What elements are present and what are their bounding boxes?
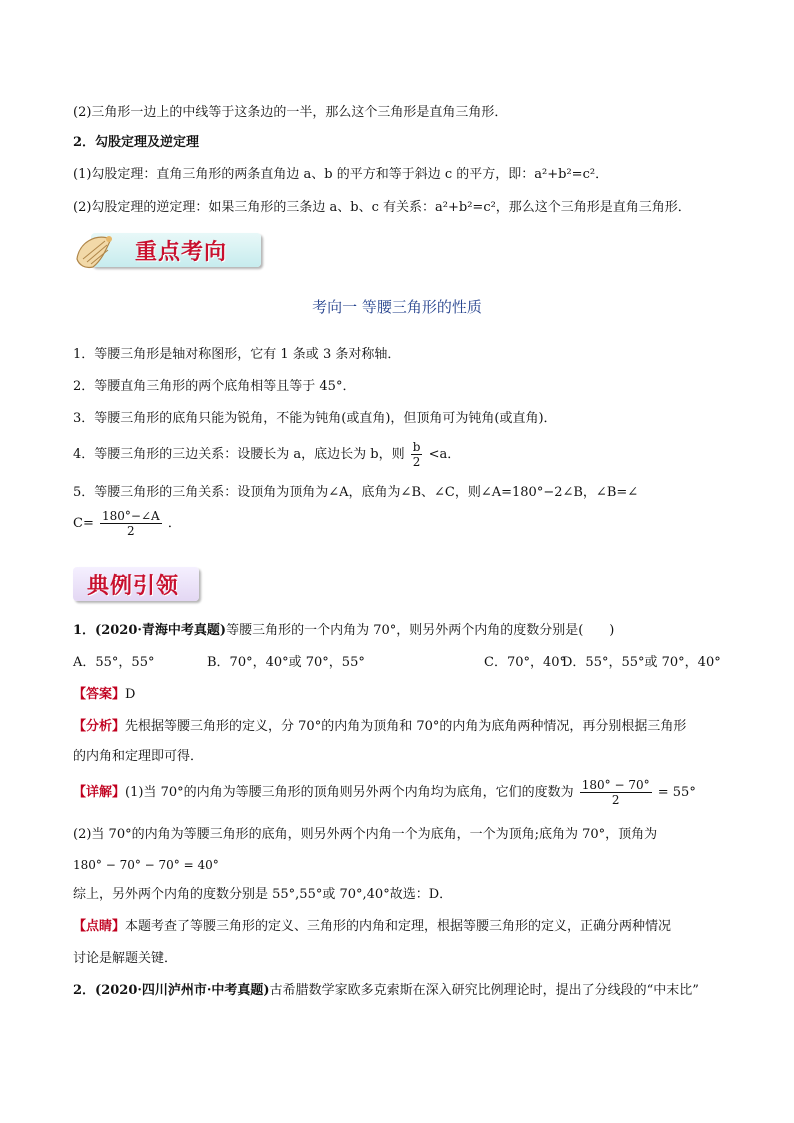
answer-value: D xyxy=(125,687,136,702)
property-4-tail: <a． xyxy=(428,447,461,462)
detail-label: 【详解】 xyxy=(73,785,126,800)
analysis-label: 【分析】 xyxy=(73,719,126,734)
question-text: 等腰三角形的一个内角为 70°，则另外两个内角的度数分别是( ) xyxy=(226,623,615,638)
intro-line-1: (2)三角形一边上的中线等于这条边的一半，那么这个三角形是直角三角形． xyxy=(73,105,508,120)
question-source: (2020·青海中考真题) xyxy=(95,623,227,638)
answer-line xyxy=(73,686,135,704)
comment-label: 【点睛】 xyxy=(73,919,126,934)
property-1: 1．等腰三角形是轴对称图形，它有 1 条或 3 条对称轴． xyxy=(73,347,401,362)
fraction-numerator: 180° − 70° xyxy=(581,778,650,792)
property-5: 5．等腰三角形的三角关系：设顶角为顶角为∠A，底角为∠B、∠C，则∠A=180°−2∠B，∠B=∠ xyxy=(73,485,639,500)
topic-heading: 考向一 等腰三角形的性质 xyxy=(312,298,482,316)
question-1-stem xyxy=(73,622,614,640)
question-source: (2020·四川泸州市·中考真题) xyxy=(95,983,270,998)
detail-result: = 55° xyxy=(657,785,696,800)
option-b: B．70°，40°或 70°，55° xyxy=(207,655,365,670)
option-c: C．70°，40° xyxy=(484,655,567,670)
property-5-tail: ． xyxy=(167,516,181,531)
fraction-detail xyxy=(580,778,652,807)
answer-label: 【答案】 xyxy=(73,687,126,702)
detail-line-1 xyxy=(73,776,696,810)
question-number: 1． xyxy=(73,623,96,638)
property-3: 3．等腰三角形的底角只能为锐角，不能为钝角(或直角)，但顶角可为钝角(或直角)． xyxy=(73,411,557,426)
summary-line: 综上，另外两个内角的度数分别是 55°,55°或 70°,40°故选：D． xyxy=(73,887,453,902)
analysis-text: 先根据等腰三角形的定义，分 70°的内角为顶角和 70°的内角为底角两种情况，再分别根据三角形 xyxy=(125,719,687,734)
fraction-angle-formula xyxy=(100,509,162,538)
detail-line-2: (2)当 70°的内角为等腰三角形的底角，则另外两个内角一个为底角，一个为顶角;底角为 70°，顶角为 xyxy=(73,827,658,842)
pythagorean-converse: (2)勾股定理的逆定理：如果三角形的三条边 a、b、c 有关系：a²+b²=c²，那么这个三角形是直角三角形． xyxy=(73,200,691,215)
analysis-line-1 xyxy=(73,718,686,736)
property-4-text: 4．等腰三角形的三边关系：设腰长为 a，底边长为 b，则 xyxy=(73,447,405,462)
option-d: D．55°，55°或 70°，40° xyxy=(562,655,721,670)
detail-line-3: 180° − 70° − 70° = 40° xyxy=(73,858,219,872)
comment-line-2: 讨论是解题关键． xyxy=(73,951,178,966)
fraction-numerator: 180°−∠A xyxy=(101,509,160,523)
fraction-denominator: 2 xyxy=(127,524,135,538)
comment-line-1 xyxy=(73,918,671,936)
banner-title: 典例引领 xyxy=(87,574,180,599)
property-5-lhs: C= xyxy=(73,516,94,531)
question-text: 古希腊数学家欧多克索斯在深入研究比例理论时，提出了分线段的“中末比” xyxy=(269,983,699,998)
comment-text: 本题考查了等腰三角形的定义、三角形的内角和定理，根据等腰三角形的定义，正确分两种情况 xyxy=(125,919,672,934)
fraction-b-over-2 xyxy=(411,440,423,469)
seashell-icon xyxy=(73,229,117,273)
detail-text: (1)当 70°的内角为等腰三角形的顶角则另外两个内角均为底角，它们的度数为 xyxy=(125,785,574,800)
banner-title: 重点考向 xyxy=(135,240,228,265)
pythagorean-theorem: (1)勾股定理：直角三角形的两条直角边 a、b 的平方和等于斜边 c 的平方，即：a²+b²=c²． xyxy=(73,167,609,182)
banner-key-topics xyxy=(73,229,263,273)
analysis-line-2: 的内角和定理即可得． xyxy=(73,749,204,764)
question-number: 2． xyxy=(73,983,96,998)
property-5-formula xyxy=(73,507,181,541)
option-a: A．55°，55° xyxy=(73,655,155,670)
fraction-denominator: 2 xyxy=(611,793,620,807)
banner-examples xyxy=(73,563,213,607)
property-4 xyxy=(73,438,460,472)
section-heading-pythagorean: 2．勾股定理及逆定理 xyxy=(73,135,200,150)
question-2-stem xyxy=(73,982,699,1000)
fraction-denominator: 2 xyxy=(412,455,421,469)
fraction-numerator: b xyxy=(412,440,421,454)
question-1-options xyxy=(73,654,733,672)
property-2: 2．等腰直角三角形的两个底角相等且等于 45°． xyxy=(73,379,356,394)
